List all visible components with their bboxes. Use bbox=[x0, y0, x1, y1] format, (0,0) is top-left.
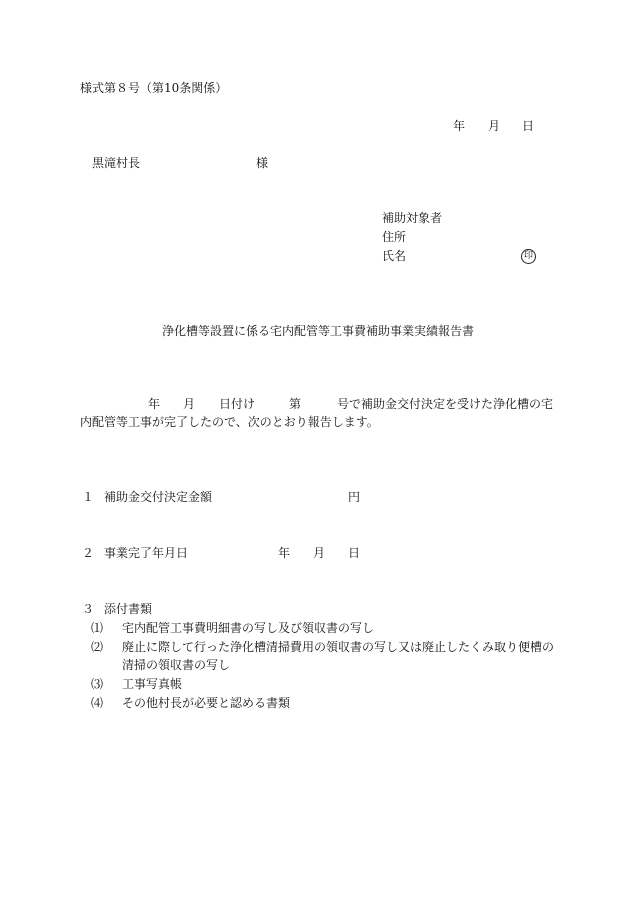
body-line2: 内配管等工事が完了したので、次のとおり報告します。 bbox=[80, 415, 379, 429]
item-unit: 円 bbox=[348, 490, 361, 504]
attachment-text: 廃止に際して行った浄化槽清掃費用の領収書の写し又は廃止したくみ取り便槽の bbox=[122, 640, 555, 654]
attachment-text-cont: 清掃の領収書の写し bbox=[122, 658, 231, 672]
document-title: 浄化槽等設置に係る宅内配管等工事費補助事業実績報告書 bbox=[162, 324, 475, 338]
body-year: 年 bbox=[148, 397, 161, 411]
item-number: ２ bbox=[82, 546, 95, 560]
date-day: 日 bbox=[522, 119, 535, 133]
attachments-label: 添付書類 bbox=[104, 602, 153, 616]
applicant-title: 補助対象者 bbox=[382, 211, 443, 225]
attachment-marker: ⑵ bbox=[91, 640, 104, 654]
seal-mark: 印 bbox=[521, 249, 536, 264]
attachment-marker: ⑷ bbox=[91, 696, 104, 710]
item-number: １ bbox=[82, 490, 95, 504]
body-number-prefix: 第 bbox=[289, 397, 302, 411]
attachments-number: ３ bbox=[82, 602, 95, 616]
item-day: 日 bbox=[348, 546, 361, 560]
date-month: 月 bbox=[488, 119, 501, 133]
attachment-text: 工事写真帳 bbox=[122, 677, 183, 691]
date-year: 年 bbox=[453, 119, 466, 133]
form-label: 様式第８号（第10条関係） bbox=[80, 81, 228, 95]
addressee-name: 黒滝村長 bbox=[92, 156, 141, 170]
attachment-marker: ⑴ bbox=[91, 621, 104, 635]
body-month: 月 bbox=[183, 397, 196, 411]
item-year: 年 bbox=[278, 546, 291, 560]
applicant-address-label: 住所 bbox=[382, 230, 407, 244]
item-label: 事業完了年月日 bbox=[104, 546, 189, 560]
body-dated: 日付け bbox=[219, 397, 256, 411]
attachment-marker: ⑶ bbox=[91, 677, 104, 691]
attachment-text: その他村長が必要と認める書類 bbox=[122, 696, 291, 710]
body-line1-rest: 号で補助金交付決定を受けた浄化槽の宅 bbox=[337, 397, 554, 411]
item-month: 月 bbox=[313, 546, 326, 560]
item-label: 補助金交付決定金額 bbox=[104, 490, 213, 504]
applicant-name-label: 氏名 bbox=[382, 249, 407, 263]
addressee-honorific: 様 bbox=[256, 156, 269, 170]
attachment-text: 宅内配管工事費明細書の写し及び領収書の写し bbox=[122, 621, 375, 635]
